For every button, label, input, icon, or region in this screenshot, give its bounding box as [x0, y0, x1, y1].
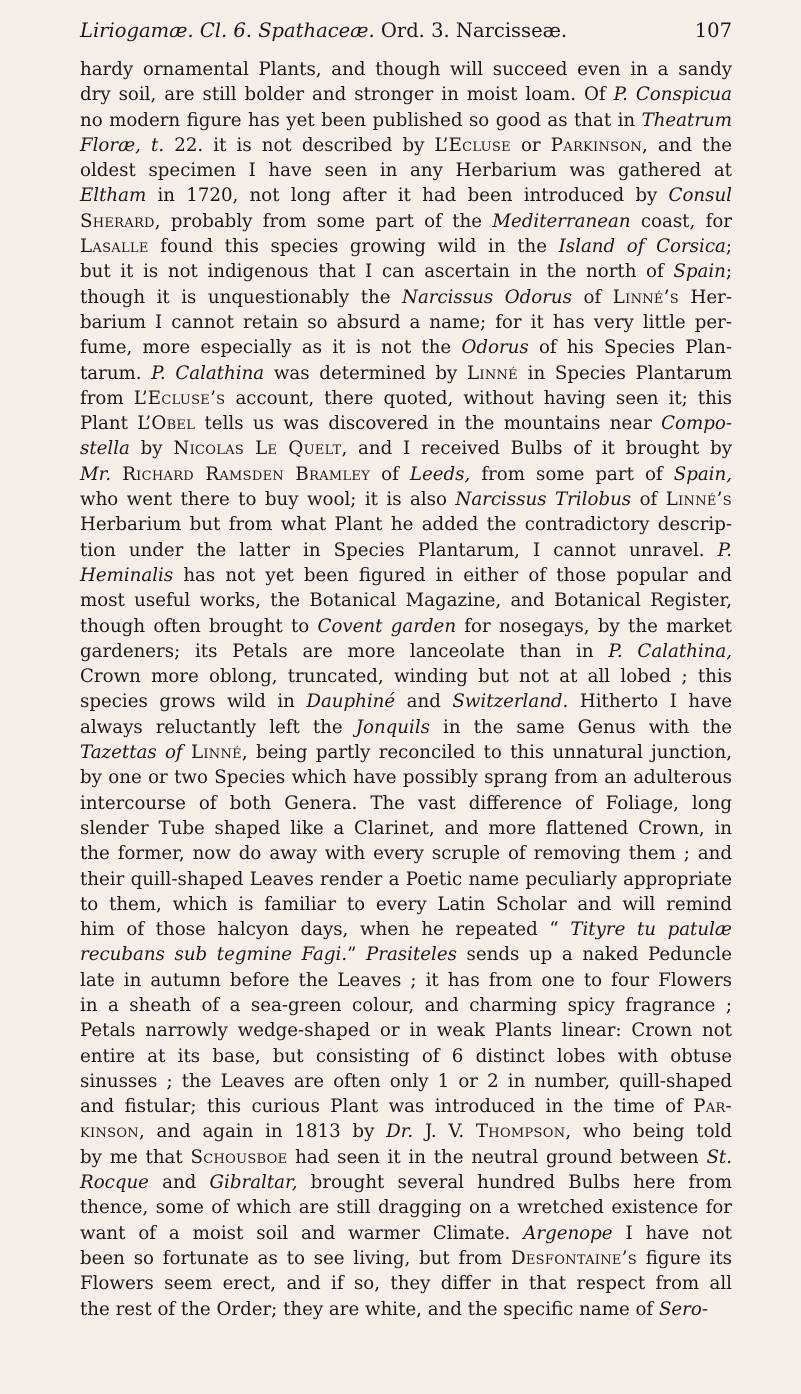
text-run: [111, 464, 122, 485]
text-run: account, there quoted, without having seen it; this: [225, 387, 732, 409]
text-run: the rest of the Order; they are white, and the specific name of: [80, 1298, 659, 1320]
text-run: barium I cannot retain so absurd a name; for it has very little per-: [80, 311, 732, 333]
italic-text: Tityre tu patulæ: [570, 919, 732, 941]
text-run: for nosegays, by the market: [456, 615, 732, 637]
small-caps-name: Richard Ramsden Bramley: [122, 463, 371, 485]
text-run: has not yet been figured in either of those popular and: [173, 564, 732, 586]
text-run: sinusses ; the Leaves are often only 1 or 2 in number, quill-shaped: [80, 1070, 732, 1092]
italic-text: Spain,: [673, 463, 732, 485]
text-run: always reluctantly left the: [80, 716, 356, 738]
text-run: I have not: [612, 1222, 732, 1244]
header-class-name: Spathaceæ.: [258, 19, 375, 42]
text-run: or: [510, 134, 551, 156]
text-line: [80, 1297, 732, 1322]
text-run: Flowers seem erect, and if so, they differ in that respect from all: [80, 1273, 732, 1295]
text-run: slender Tube shaped like a Clarinet, and more flattened Crown, in: [80, 817, 732, 839]
text-line: [80, 639, 732, 664]
text-run: fume, more especially as it is not the: [80, 337, 462, 359]
text-line: [80, 259, 732, 284]
small-caps-name: Linné’s: [665, 489, 732, 511]
small-caps-name: L’Obel: [137, 413, 196, 435]
small-caps-name: Linné: [190, 742, 242, 764]
text-run: tells us was discovered in the mountains near: [195, 413, 662, 435]
text-line: [80, 1069, 732, 1094]
text-line: [80, 588, 732, 613]
text-run: been so fortunate as to see living, but from: [80, 1247, 511, 1269]
text-run: coast, for: [630, 210, 732, 232]
text-line: [80, 1119, 732, 1144]
text-line: [80, 462, 732, 487]
italic-text: Mr.: [80, 463, 112, 485]
text-line: [80, 82, 732, 107]
italic-text: Narcissus Trilobus: [455, 489, 632, 511]
text-line: [80, 386, 732, 411]
text-run: hardy ornamental Plants, and though will succeed even in a sandy: [80, 59, 732, 80]
small-caps-name: L’Ecluse: [434, 134, 511, 156]
italic-text: Odorus: [461, 337, 529, 359]
text-run: ;: [725, 236, 732, 258]
italic-text: Rocque: [80, 1172, 149, 1194]
text-run: tarum.: [80, 362, 152, 384]
text-run: gardeners; its Petals are more lanceolate than in: [80, 640, 609, 662]
text-line: [80, 664, 732, 689]
text-run: from: [80, 387, 134, 409]
page-number: 107: [694, 19, 732, 42]
text-run: but it is not indigenous that I can ascertain in the north of: [80, 261, 674, 283]
small-caps-name: kinson: [80, 1121, 139, 1143]
text-run: to them, which is familiar to every Latin Scholar and will remind: [80, 893, 732, 915]
text-line: [80, 487, 732, 512]
text-run: no modern figure has yet been published so good as that in: [80, 109, 642, 131]
text-run: thence, some of which are still dragging on a wretched existence for: [80, 1197, 732, 1219]
text-run: oldest specimen I have seen in any Herbarium was gathered at: [80, 160, 732, 182]
text-line: [80, 1170, 732, 1195]
text-run: Crown more oblong, truncated, winding but not at all lobed ; this: [80, 666, 732, 688]
text-run: from some part of: [470, 463, 674, 485]
italic-text: Eltham: [80, 185, 147, 207]
text-run: , and I received Bulbs of it brought by: [341, 438, 732, 460]
running-header: [80, 14, 732, 48]
text-run: Petals narrowly wedge-shaped or in weak Plants linear: Crown not: [80, 1020, 732, 1042]
small-caps-name: Linné: [467, 362, 518, 384]
italic-text: Island of Corsica: [558, 236, 726, 258]
text-run: of: [631, 489, 666, 511]
text-run: though it is unquestionably the: [80, 286, 403, 308]
italic-text: Consul: [668, 185, 732, 207]
italic-text: Dr.: [386, 1121, 414, 1143]
small-caps-name: Sherard: [80, 210, 155, 232]
text-run: species grows wild in: [80, 691, 307, 713]
text-line: [80, 563, 732, 588]
text-run: in a sheath of a sea-green colour, and charming spicy fragrance ;: [80, 994, 732, 1016]
italic-text: Argenope: [523, 1222, 613, 1244]
text-line: [80, 158, 732, 183]
text-run: , and again in 1813 by: [138, 1121, 387, 1143]
text-line: [80, 361, 732, 386]
text-run: had seen it in the neutral ground between: [287, 1146, 707, 1168]
text-run: ;: [725, 261, 732, 283]
text-line: [80, 57, 732, 82]
text-run: , being partly reconciled to this unnatural junction,: [241, 742, 732, 764]
text-run: found this species growing wild in the: [148, 236, 559, 258]
text-line: [80, 1044, 732, 1069]
text-run: brought several hundred Bulbs here from: [297, 1172, 733, 1194]
header-order: Ord. 3. Narcisseæ.: [380, 19, 568, 42]
text-line: [80, 1145, 732, 1170]
text-run: Plant: [80, 413, 138, 435]
text-run: sends up a naked Peduncle: [456, 944, 732, 966]
text-run: the former, now do away with every scruple of removing them ; and: [80, 843, 732, 865]
text-run: of: [571, 286, 613, 308]
text-line: [80, 892, 732, 917]
small-caps-name: Lasalle: [80, 236, 149, 258]
text-run: was determined by: [264, 362, 467, 384]
small-caps-name: Par-: [693, 1096, 732, 1118]
italic-text: P.: [717, 539, 732, 561]
text-run: in 1720, not long after it had been introduced by: [146, 185, 669, 207]
text-run: by: [129, 438, 174, 460]
text-run: intercourse of both Genera. The vast difference of Foliage, long: [80, 792, 732, 814]
text-run: 22. it is not described by: [164, 134, 435, 156]
text-run: Her-: [679, 286, 732, 308]
italic-text: Mediterranean: [492, 210, 631, 232]
text-line: [80, 993, 732, 1018]
text-line: [80, 740, 732, 765]
text-run: , probably from some part of the: [154, 210, 493, 232]
body-text: [80, 57, 732, 1322]
text-run: late in autumn before the Leaves ; it has from one to four Flowers: [80, 969, 732, 991]
text-run: ”: [347, 944, 367, 966]
text-line: [80, 942, 732, 967]
text-run: entire at its base, but consisting of 6 distinct lobes with obtuse: [80, 1045, 732, 1067]
text-line: [80, 234, 732, 259]
text-run: J. V.: [413, 1121, 476, 1143]
text-line: [80, 715, 732, 740]
text-run: in Species Plantarum: [517, 362, 732, 384]
italic-text: Jonquils: [355, 716, 430, 738]
text-line: [80, 1195, 732, 1220]
text-line: [80, 133, 732, 158]
italic-text: Sero-: [658, 1298, 708, 1320]
small-caps-name: Schousboe: [190, 1146, 288, 1168]
italic-text: Switzerland.: [452, 691, 569, 713]
italic-text: P. Calathina: [151, 362, 265, 384]
text-run: though often brought to: [80, 615, 318, 637]
italic-text: Gibraltar,: [209, 1172, 298, 1194]
text-run: and: [148, 1172, 210, 1194]
header-class-label: Liriogamæ.: [80, 19, 194, 42]
italic-text: stella: [80, 438, 130, 460]
text-line: [80, 791, 732, 816]
text-run: [183, 742, 191, 763]
italic-text: Compo-: [661, 413, 732, 435]
text-run: figure its: [636, 1247, 733, 1269]
text-run: by me that: [80, 1146, 191, 1168]
italic-text: Dauphiné: [306, 691, 396, 713]
text-run: most useful works, the Botanical Magazine, and Botanical Register,: [80, 590, 732, 612]
text-line: [80, 1221, 732, 1246]
italic-text: Heminalis: [80, 564, 174, 586]
text-line: [80, 614, 732, 639]
small-caps-name: Desfontaine’s: [511, 1247, 637, 1269]
text-line: [80, 867, 732, 892]
italic-text: recubans sub tegmine Fagi.: [80, 944, 348, 966]
text-run: tion under the latter in Species Plantarum, I cannot unravel.: [80, 539, 718, 561]
text-line: [80, 411, 732, 436]
text-line: [80, 436, 732, 461]
text-line: [80, 917, 732, 942]
header-class-num: Cl. 6.: [199, 19, 252, 42]
text-run: , who being told: [565, 1121, 733, 1143]
text-run: their quill-shaped Leaves render a Poetic name peculiarly appropriate: [80, 868, 732, 890]
text-line: [80, 335, 732, 360]
italic-text: Spain: [673, 261, 726, 283]
italic-text: P. Conspicua: [613, 84, 732, 106]
text-line: [80, 538, 732, 563]
text-run: dry soil, are still bolder and stronger in moist loam. Of: [80, 84, 614, 106]
text-run: by one or two Species which have possibly sprang from an adulterous: [80, 767, 732, 789]
text-run: and fistular; this curious Plant was introduced in the time of: [80, 1096, 694, 1118]
text-run: and: [395, 691, 453, 713]
text-line: [80, 1246, 732, 1271]
italic-text: Covent garden: [317, 615, 457, 637]
text-line: [80, 285, 732, 310]
italic-text: Theatrum: [641, 109, 732, 131]
text-line: [80, 209, 732, 234]
header-classification: [80, 14, 567, 48]
small-caps-name: Linné’s: [612, 286, 679, 308]
small-caps-name: Parkinson: [550, 134, 643, 156]
text-run: want of a moist soil and warmer Climate.: [80, 1222, 524, 1244]
italic-text: Floræ, t.: [80, 134, 165, 156]
text-line: [80, 183, 732, 208]
text-line: [80, 968, 732, 993]
text-run: him of those halcyon days, when he repeated “: [80, 919, 571, 941]
text-line: [80, 765, 732, 790]
text-run: in the same Genus with the: [429, 716, 732, 738]
text-line: [80, 512, 732, 537]
text-run: of his Species Plan-: [528, 337, 732, 359]
italic-text: Narcissus Odorus: [402, 286, 572, 308]
text-run: who went there to buy wool; it is also: [80, 489, 456, 511]
text-line: [80, 310, 732, 335]
text-run: Herbarium but from what Plant he added the contradictory descrip-: [80, 514, 732, 536]
italic-text: Tazettas of: [80, 742, 183, 764]
text-line: [80, 108, 732, 133]
italic-text: St.: [706, 1146, 732, 1168]
italic-text: Leeds,: [409, 463, 471, 485]
text-line: [80, 1094, 732, 1119]
small-caps-name: Nicolas Le Quelt: [173, 438, 342, 460]
italic-text: P. Calathina,: [608, 640, 732, 662]
text-run: of: [370, 463, 410, 485]
text-line: [80, 816, 732, 841]
text-line: [80, 841, 732, 866]
text-run: Hitherto I have: [568, 691, 733, 713]
text-run: , and the: [642, 134, 732, 156]
small-caps-name: Thompson: [475, 1121, 566, 1143]
text-line: [80, 1018, 732, 1043]
text-line: [80, 689, 732, 714]
italic-text: Prasiteles: [366, 944, 457, 966]
text-line: [80, 1271, 732, 1296]
small-caps-name: L’Ecluse’s: [133, 387, 226, 409]
